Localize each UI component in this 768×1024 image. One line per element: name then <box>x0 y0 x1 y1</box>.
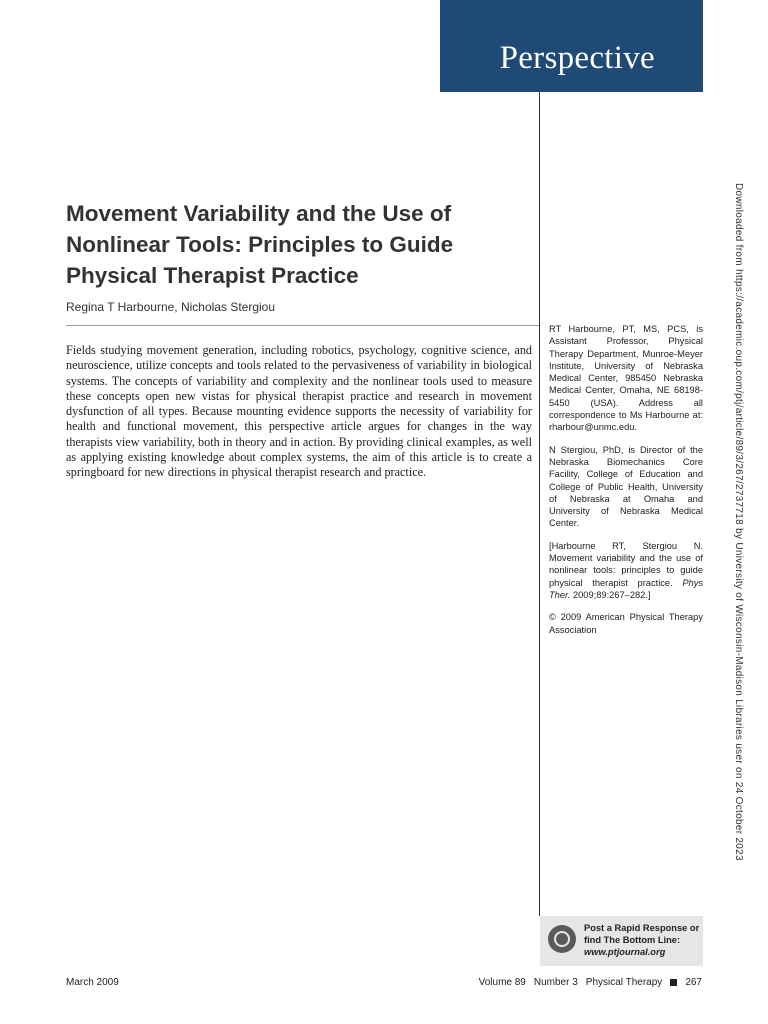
rapid-response-line2: find The Bottom Line: <box>584 935 681 945</box>
rapid-response-text <box>584 922 699 958</box>
author1-affiliation: RT Harbourne, PT, MS, PCS, is Assistant Professor, Physical Therapy Department, Munroe-Meyer Institute, University of Nebraska Medical Center, 985450 Nebraska Medical Center, Omaha, NE 68198-5450 (USA). Address all correspondence to Ms Harbourne at: rharbour@unmc.edu. <box>549 324 703 433</box>
footer-journal: Physical Therapy <box>585 977 663 988</box>
rapid-response-link[interactable]: www.ptjournal.org <box>584 947 666 957</box>
article-title: Movement Variability and the Use of Nonlinear Tools: Principles to Guide Physical Therapist Practice <box>66 201 454 288</box>
citation <box>549 540 703 601</box>
footer-page-number: 267 <box>685 977 702 988</box>
citation-text: [Harbourne RT, Stergiou N. Movement variability and the use of nonlinear tools: principles to guide physical therapist practice. <box>549 540 703 588</box>
copyright-notice: © 2009 American Physical Therapy Association <box>549 612 703 635</box>
section-label: Perspective <box>499 40 655 76</box>
footer-issue-info <box>479 977 702 988</box>
square-bullet-icon <box>670 979 677 986</box>
title-divider <box>66 325 539 326</box>
section-banner <box>440 0 703 92</box>
rapid-response-box[interactable] <box>540 916 703 966</box>
footer-volume: Volume 89 <box>478 977 526 988</box>
footer-date: March 2009 <box>66 977 119 988</box>
author2-affiliation: N Stergiou, PhD, is Director of the Nebraska Biomechanics Core Facility, College of Education and College of Public Health, University of Nebraska at Omaha and University of Nebraska Medical Center. <box>549 444 703 529</box>
article-abstract: Fields studying movement generation, including robotics, psychology, cognitive science, and neuroscience, utilize concepts and tools related to the pervasiveness of variability in biological systems. The concepts of variability and complexity and the nonlinear tools used to measure these concepts open new vistas for physical therapist practice and research in movement dysfunction of all types. Because mounting evidence supports the necessity of variability for health and functional movement, this perspective article argues for changes in the way therapists view variability, both in theory and in action. By providing clinical examples, as well as applying existing knowledge about complex systems, the aim of this article is to create a springboard for new directions in physical therapist research and practice. <box>66 343 532 480</box>
author-sidebar <box>549 323 703 646</box>
article-authors: Regina T Harbourne, Nicholas Stergiou <box>66 300 276 314</box>
citation-details: 2009;89:267–282.] <box>570 589 651 600</box>
footer-number: Number 3 <box>533 977 578 988</box>
ptjournal-logo-icon <box>548 925 576 953</box>
download-watermark: Downloaded from https://academic.oup.com/ptj/article/89/3/267/2737718 by University of Wisconsin-Madison Libraries user on 24 October 2023 <box>733 183 744 861</box>
rapid-response-line1: Post a Rapid Response or <box>584 923 700 933</box>
citation-journal: Phys Ther. <box>549 577 703 600</box>
column-divider <box>539 92 540 916</box>
